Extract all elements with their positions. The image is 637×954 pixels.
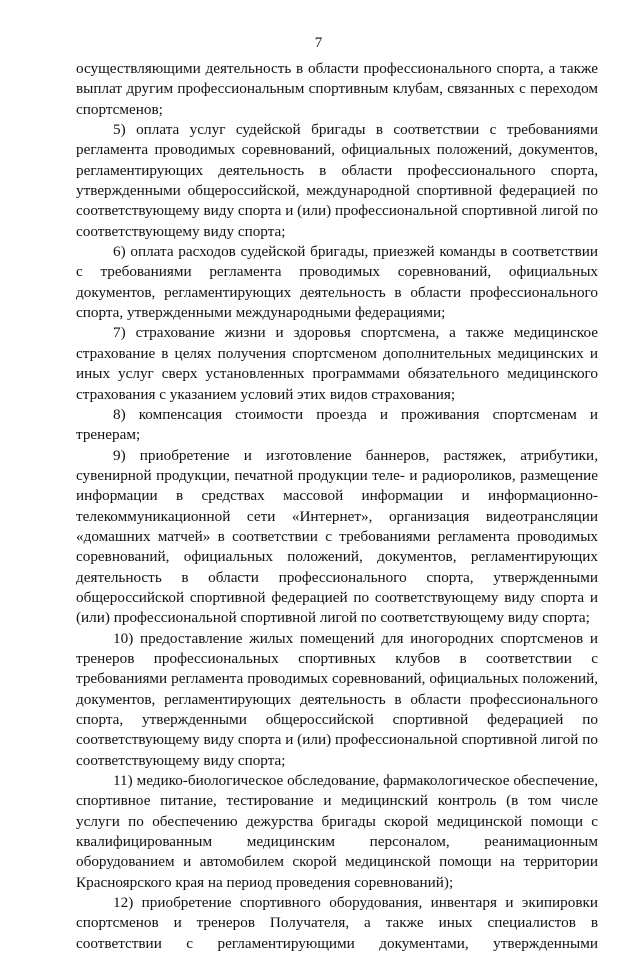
paragraph-item-12: 12) приобретение спортивного оборудования, инвентаря и экипировки спортсменов и тренеров Получателя, а также иных специалистов в соответствии с регламентирующими документами, утвержденными xyxy=(76,894,598,952)
paragraph-item-8: 8) компенсация стоимости проезда и проживания спортсменам и тренерам; xyxy=(76,405,598,444)
paragraph-item-6: 6) оплата расходов судейской бригады, приезжей команды в соответствии с требованиями регламента проводимых соревнований, официальных документов, регламентирующих деятельность в области профессионального спорта, утвержденными международными федерациями; xyxy=(76,243,598,322)
page-number: 7 xyxy=(314,35,323,51)
paragraph-item-10: 10) предоставление жилых помещений для иногородних спортсменов и тренеров профессиональных спортивных клубов в соответствии с требованиями регламента проводимых соревнований, официальных положений, документов, регламентирующих деятельность в области профессионального спорта, утвержденными общероссийской спортивной федерацией по соответствующему виду спорта и (или) профессиональной спортивной лигой по соответствующему виду спорта; xyxy=(76,629,598,769)
paragraph-item-9: 9) приобретение и изготовление баннеров, растяжек, атрибутики, сувенирной продукции, печатной продукции теле- и радиороликов, размещение информации в средствах массовой информации и информационно-телекоммуникационной сети «Интернет», организация видеотрансляции «домашних матчей» в соответствии с требованиями регламента проводимых соревнований, официальных положений, документов, регламентирующих деятельность в области профессионального спорта, утвержденными общероссийской спортивной федерацией по соответствующему виду спорта и (или) профессиональной спортивной лигой по соответствующему виду спорта; xyxy=(76,446,598,627)
paragraph-item-11: 11) медико-биологическое обследование, фармакологическое обеспечение, спортивное питание, тестирование и медицинский контроль (в том числе услуги по обеспечению дежурства бригады скорой медицинской помощи с квалифицированным медицинским персоналом, реанимационным оборудованием и автомобилем скорой медицинской помощи на территории Красноярского края на период проведения соревнований); xyxy=(76,772,598,891)
paragraph-continuation: осуществляющими деятельность в области профессионального спорта, а также выплат другим профессиональным спортивным клубам, связанных с переходом спортсменов; xyxy=(76,60,598,118)
paragraph-item-5: 5) оплата услуг судейской бригады в соответствии с требованиями регламента проводимых соревнований, официальных положений, документов, регламентирующих деятельность в области профессионального спорта, утвержденными общероссийской, международной спортивной федерацией по соответствующему виду спорта и (или) профессиональной спортивной лигой по соответствующему виду спорта; xyxy=(76,121,598,240)
paragraph-item-7: 7) страхование жизни и здоровья спортсмена, а также медицинское страхование в целях получения спортсменом дополнительных медицинских и иных услуг сверх установленных программами обязательного медицинского страхования с указанием условий этих видов страхования; xyxy=(76,324,598,403)
document-body xyxy=(76,59,598,954)
